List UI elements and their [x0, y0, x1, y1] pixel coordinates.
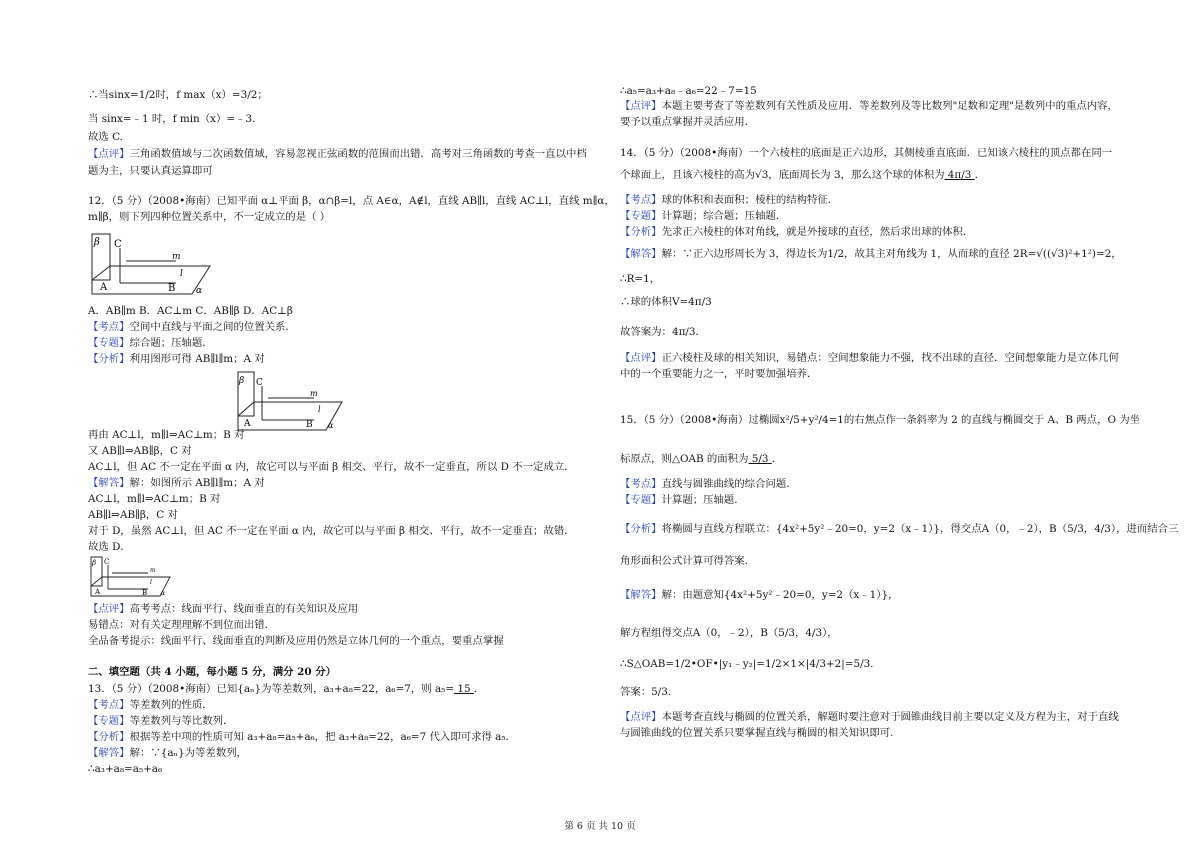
text-line: 当 sinx=﹣1 时，f min（x）=﹣3.	[88, 113, 256, 125]
text-line: 答案：5/3.	[620, 686, 672, 698]
svg-text:l: l	[318, 405, 321, 414]
options-line: A．AB∥m B．AC⊥m C．AB∥β D．AC⊥β	[88, 305, 293, 317]
comment-line: 【点评】本题考查直线与椭圆的位置关系，解题时要注意对于圆锥曲线目前主要以定义及方程为主，对于直线	[620, 711, 1119, 723]
jieda-line: 【解答】解：∵正六边形周长为 3，得边长为1/2，故其主对角线为 1，从而球的直径 2R=√((√3)²+1²)=2，	[620, 248, 1122, 260]
text-line: 与圆锥曲线的位置关系只要掌握直线与椭圆的相关知识即可.	[620, 727, 894, 739]
text-line: 角形面积公式计算可得答案.	[620, 555, 748, 567]
text-line: AB∥l⇒AB∥β，C 对	[88, 509, 178, 521]
label-beta: β	[94, 237, 100, 248]
label-c: C	[114, 239, 122, 250]
fenxi-line: 【分析】先求正六棱柱的体对角线，就是外接球的直径，然后求出球的体积．	[620, 226, 974, 238]
jieda-line: 【解答】解：∵{aₙ}为等差数列，	[88, 747, 247, 759]
svg-text:α: α	[328, 421, 334, 430]
svg-text:A: A	[95, 588, 101, 596]
text-line: 解方程组得交点A（0，﹣2），B（5/3，4/3），	[620, 627, 838, 639]
section-heading: 二、填空题（共 4 小题，每小题 5 分，满分 20 分）	[88, 666, 337, 678]
fenxi-line: 【分析】根据等差中项的性质可知 a₃+a₈=a₅+a₆，把 a₃+a₈=22，a₆=7 代入即可求得 a₅．	[88, 731, 516, 743]
text-line: ∴a₅=a₃+a₈﹣a₆=22﹣7=15	[620, 85, 757, 97]
fenxi-line: 【分析】利用图形可得 AB∥l∥m；A 对	[88, 353, 265, 365]
svg-text:m: m	[150, 567, 156, 574]
question-14: 14．（5 分）（2008•海南）一个六棱柱的底面是正六边形，其侧棱垂直底面．已知该六棱柱的顶点都在同一	[620, 147, 1113, 159]
question-15: 15．（5 分）（2008•海南）过椭圆x²/5+y²/4=1的右焦点作一条斜率为 2 的直线与椭圆交于 A、B 两点，O 为坐	[620, 414, 1141, 426]
answer-15: 5/3	[748, 453, 772, 465]
text-line: ∴球的体积V=4π/3	[620, 296, 712, 308]
svg-text:B: B	[306, 420, 313, 430]
text-line: m∥β，则下列四种位置关系中，不一定成立的是（ ）	[88, 211, 331, 223]
text-line: 对于 D，虽然 AC⊥l，但 AC 不一定在平面 α 内，故它可以与平面 β 相交、平行，故不一定垂直；故错．	[88, 525, 575, 537]
text-line: 中的一个重要能力之一，平时要加强培养．	[620, 368, 818, 380]
kaodian-line: 【考点】空间中直线与平面之间的位置关系．	[88, 321, 296, 333]
plane-figure-1	[88, 228, 214, 300]
question-12: 12．（5 分）（2008•海南）已知平面 α⊥平面 β，α∩β=l，点 A∈α，A∉l，直线 AB∥l，直线 AC⊥l，直线 m∥α，	[88, 195, 615, 207]
svg-text:β: β	[92, 559, 97, 567]
answer-13: 15	[454, 683, 474, 695]
comment-line: 【点评】本题主要考查了等差数列有关性质及应用．等差数列及等比数列"足数和定理"是数列中的重点内容，	[620, 100, 1118, 112]
zhuanti-line: 【专题】计算题；综合题；压轴题．	[620, 210, 787, 222]
text-line: 故选 C.	[88, 131, 123, 143]
text-line: 再由 AC⊥l，m∥l⇒AC⊥m；B 对	[88, 429, 245, 441]
svg-text:C: C	[104, 558, 110, 566]
kaodian-line: 【考点】直线与圆锥曲线的综合问题．	[620, 478, 797, 490]
comment-line: 【点评】高考考点：线面平行、线面垂直的有关知识及应用	[88, 603, 359, 615]
svg-text:α: α	[161, 590, 166, 597]
text-line: 又 AB∥l⇒AB∥β，C 对	[88, 445, 192, 457]
text-line: ∴R=1，	[620, 273, 661, 285]
plane-figure-2	[234, 368, 346, 436]
text-line: ∴当sinx=1/2时，f max（x）=3/2；	[88, 89, 268, 101]
svg-text:l: l	[150, 579, 152, 586]
svg-text:m: m	[310, 389, 318, 398]
zhuanti-line: 【专题】综合题；压轴题．	[88, 337, 213, 349]
zhuanti-line: 【专题】计算题；压轴题．	[620, 494, 745, 506]
plane-figure-3	[88, 554, 174, 600]
text-line: AC⊥l，但 AC 不一定在平面 α 内，故它可以与平面 β 相交、平行，故不一定垂直，所以 D 不一定成立．	[88, 461, 575, 473]
label-alpha: α	[196, 286, 203, 296]
svg-text:β: β	[239, 376, 245, 386]
text-line: 故答案为：4π/3．	[620, 326, 706, 338]
label-a: A	[100, 282, 108, 293]
comment-line: 【点评】三角函数值域与二次函数值域，容易忽视正弦函数的范围而出错．高考对三角函数的考查一直以中档	[88, 148, 587, 160]
label-l: l	[180, 269, 183, 279]
text-line: AC⊥l，m∥l⇒AC⊥m；B 对	[88, 493, 221, 505]
jieda-line: 【解答】解：如图所示 AB∥l∥m；A 对	[88, 477, 265, 489]
text-line: 要予以重点掌握并灵活应用．	[620, 116, 756, 128]
fenxi-line: 【分析】将椭圆与直线方程联立：{4x²+5y²﹣20=0，y=2（x﹣1）}，得交点A（0，﹣2），B（5/3，4/3），进而结合三	[620, 523, 1179, 535]
zhuanti-line: 【专题】等差数列与等比数列．	[88, 715, 234, 727]
tag-dianping: 【点评】	[88, 148, 130, 160]
kaodian-line: 【考点】球的体积和表面积；棱柱的结构特征．	[620, 194, 839, 206]
text-line: 题为主，只要认真运算即可	[88, 165, 213, 177]
text-line: 故选 D．	[88, 541, 131, 553]
answer-14: 4π/3	[944, 169, 975, 181]
text-line: 标原点，则△OAB 的面积为 5/3 ．	[620, 453, 783, 465]
text-line: ∴a₃+a₈=a₅+a₆	[88, 763, 163, 775]
question-13: 13．（5 分）（2008•海南）已知{aₙ}为等差数列，a₃+a₈=22，a₆=7，则 a₅= 15 ．	[88, 683, 485, 695]
text-line: 全品备考提示：线面平行、线面垂直的判断及应用仍然是立体几何的一个重点，要重点掌握	[88, 635, 504, 647]
svg-text:C: C	[256, 378, 263, 388]
svg-text:B: B	[142, 589, 148, 597]
text-line: 易错点：对有关定理理解不到位而出错．	[88, 619, 276, 631]
text-line: ∴S△OAB=1/2•OF•|y₁﹣y₂|=1/2×1×|4/3+2|=5/3.	[620, 658, 874, 670]
page-footer: 第 6 页 共 10 页	[564, 821, 636, 832]
svg-text:A: A	[244, 419, 251, 429]
jieda-line: 【解答】解：由题意知{4x²+5y²﹣20=0，y=2（x﹣1）}，	[620, 589, 899, 601]
comment-line: 【点评】正六棱柱及球的相关知识，易错点：空间想象能力不强，找不出球的直径．空间想象能力是立体几何	[620, 352, 1119, 364]
text-line: 个球面上，且该六棱柱的高为√3，底面周长为 3，那么这个球的体积为 4π/3 ．	[620, 169, 986, 181]
label-b: B	[168, 283, 176, 294]
label-m: m	[172, 252, 181, 262]
kaodian-line: 【考点】等差数列的性质．	[88, 699, 213, 711]
